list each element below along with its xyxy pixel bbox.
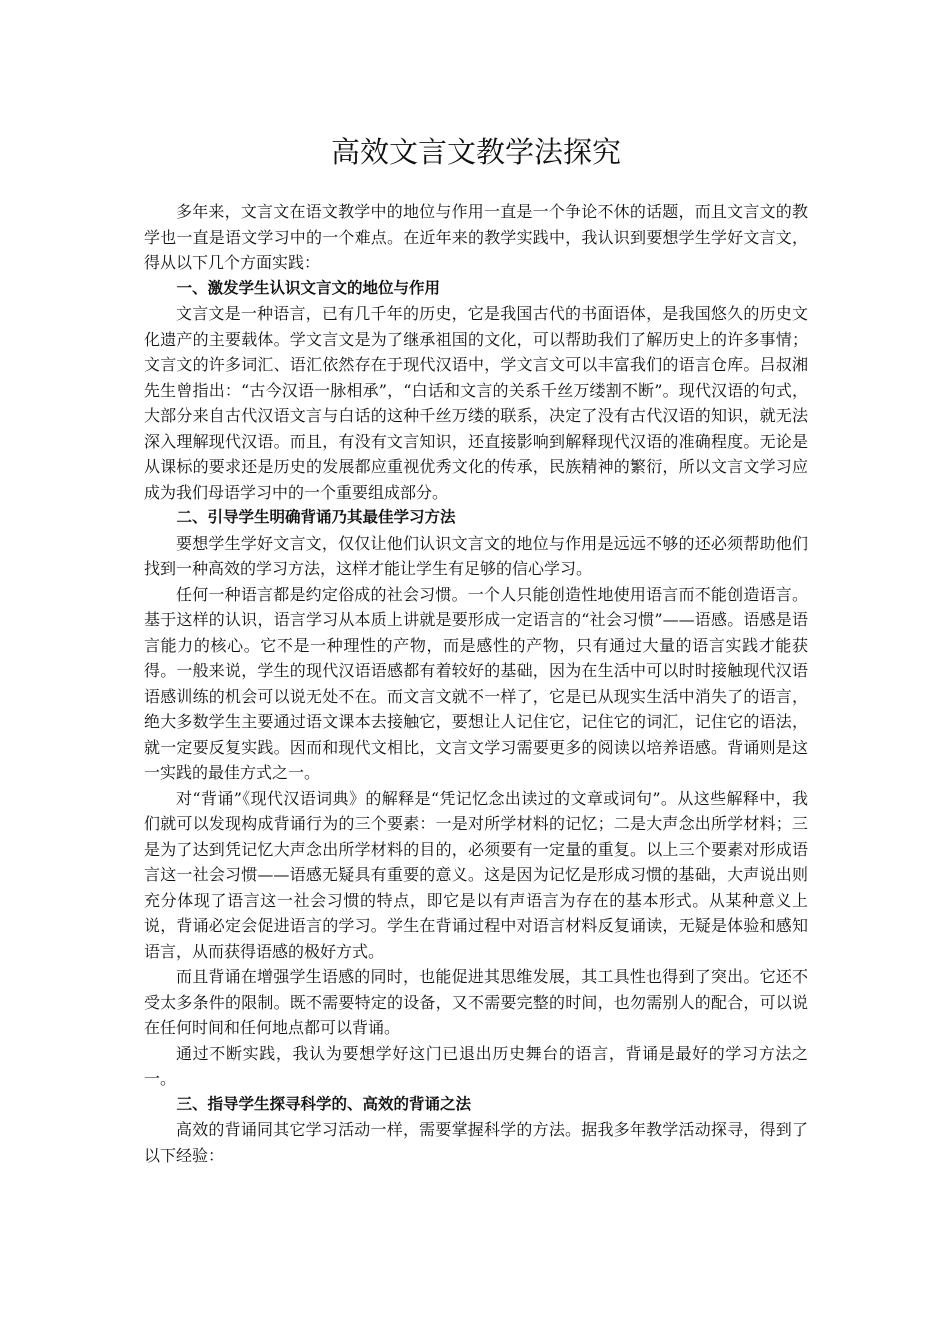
document-title: 高效文言文教学法探究 xyxy=(330,135,621,169)
section2-paragraph: 通过不断实践，我认为要想学好这门已退出历史舞台的语言，背诵是最好的学习方法之一。 xyxy=(144,1043,808,1088)
section-heading-3: 三、指导学生探寻科学的、高效的背诵之法 xyxy=(176,1094,472,1113)
section3-paragraph: 高效的背诵同其它学习活动一样，需要掌握科学的方法。据我多年教学活动探寻，得到了以下经验： xyxy=(144,1120,808,1165)
section1-paragraph: 文言文是一种语言，已有几千年的历史，它是我国古代的书面语体，是我国悠久的历史文化遗产的主要载体。学文言文是为了继承祖国的文化，可以帮助我们了解历史上的许多事情；文言文的许多词汇、语汇依然存在于现代汉语中，学文言文可以丰富我们的语言仓库。吕叔湘先生曾指出：“古今汉语一脉相承”，“白话和文言的关系千丝万缕割不断”。现代汉语的句式，大部分来自古代汉语文言与白话的这种千丝万缕的联系，决定了没有古代汉语的知识，就无法深入理解现代汉语。而且，有没有文言知识，还直接影响到解释现代汉语的准确程度。无论是从课标的要求还是历史的发展都应重视优秀文化的传承，民族精神的繁衍，所以文言文学习应成为我们母语学习中的一个重要组成部分。 xyxy=(144,304,808,502)
section-heading-2: 二、引导学生明确背诵乃其最佳学习方法 xyxy=(176,508,456,526)
document-page xyxy=(144,0,808,1168)
section-heading-1: 一、激发学生认识文言文的地位与作用 xyxy=(176,278,441,297)
intro-paragraph: 多年来，文言文在语文教学中的地位与作用一直是一个争论不休的话题，而且文言文的教学也一直是语文学习中的一个难点。在近年来的教学实践中，我认识到要想学生学好文言文，得从以下几个方面实践： xyxy=(144,202,808,272)
section2-paragraph: 任何一种语言都是约定俗成的社会习惯。一个人只能创造性地使用语言而不能创造语言。基于这样的认识，语言学习从本质上讲就是要形成一定语言的“社会习惯”——语感。语感是语言能力的核心。它不是一种理性的产物，而是感性的产物，只有通过大量的语言实践才能获得。一般来说，学生的现代汉语语感都有着较好的基础，因为在生活中可以时时接触现代汉语语感训练的机会可以说无处不在。而文言文就不一样了，它是已从现实生活中消失了的语言，绝大多数学生主要通过语文课本去接触它，要想让人记住它，记住它的词汇，记住它的语法，就一定要反复实践。因而和现代文相比，文言文学习需要更多的阅读以培养语感。背诵则是这一实践的最佳方式之一。 xyxy=(144,584,808,782)
section2-paragraph: 对“背诵”《现代汉语词典》的解释是“凭记忆念出读过的文章或词句”。从这些解释中，我们就可以发现构成背诵行为的三个要素：一是对所学材料的记忆；二是大声念出所学材料；三是为了达到凭记忆大声念出所学材料的目的，必须要有一定量的重复。以上三个要素对形成语言这一社会习惯——语感无疑具有重要的意义。这是因为记忆是形成习惯的基础，大声说出则充分体现了语言这一社会习惯的特点，即它是以有声语言为存在的基本形式。从某种意义上说，背诵必定会促进语言的学习。学生在背诵过程中对语言材料反复诵读，无疑是体验和感知语言，从而获得语感的极好方式。 xyxy=(144,788,808,961)
section2-paragraph: 要想学生学好文言文，仅仅让他们认识文言文的地位与作用是远远不够的还必须帮助他们找到一种高效的学习方法，这样才能让学生有足够的信心学习。 xyxy=(144,533,808,578)
document-body xyxy=(144,199,808,1168)
section2-paragraph: 而且背诵在增强学生语感的同时，也能促进其思维发展，其工具性也得到了突出。它还不受太多条件的限制。既不需要特定的设备，又不需要完整的时间，也勿需别人的配合，可以说在任何时间和任何地点都可以背诵。 xyxy=(144,967,808,1037)
